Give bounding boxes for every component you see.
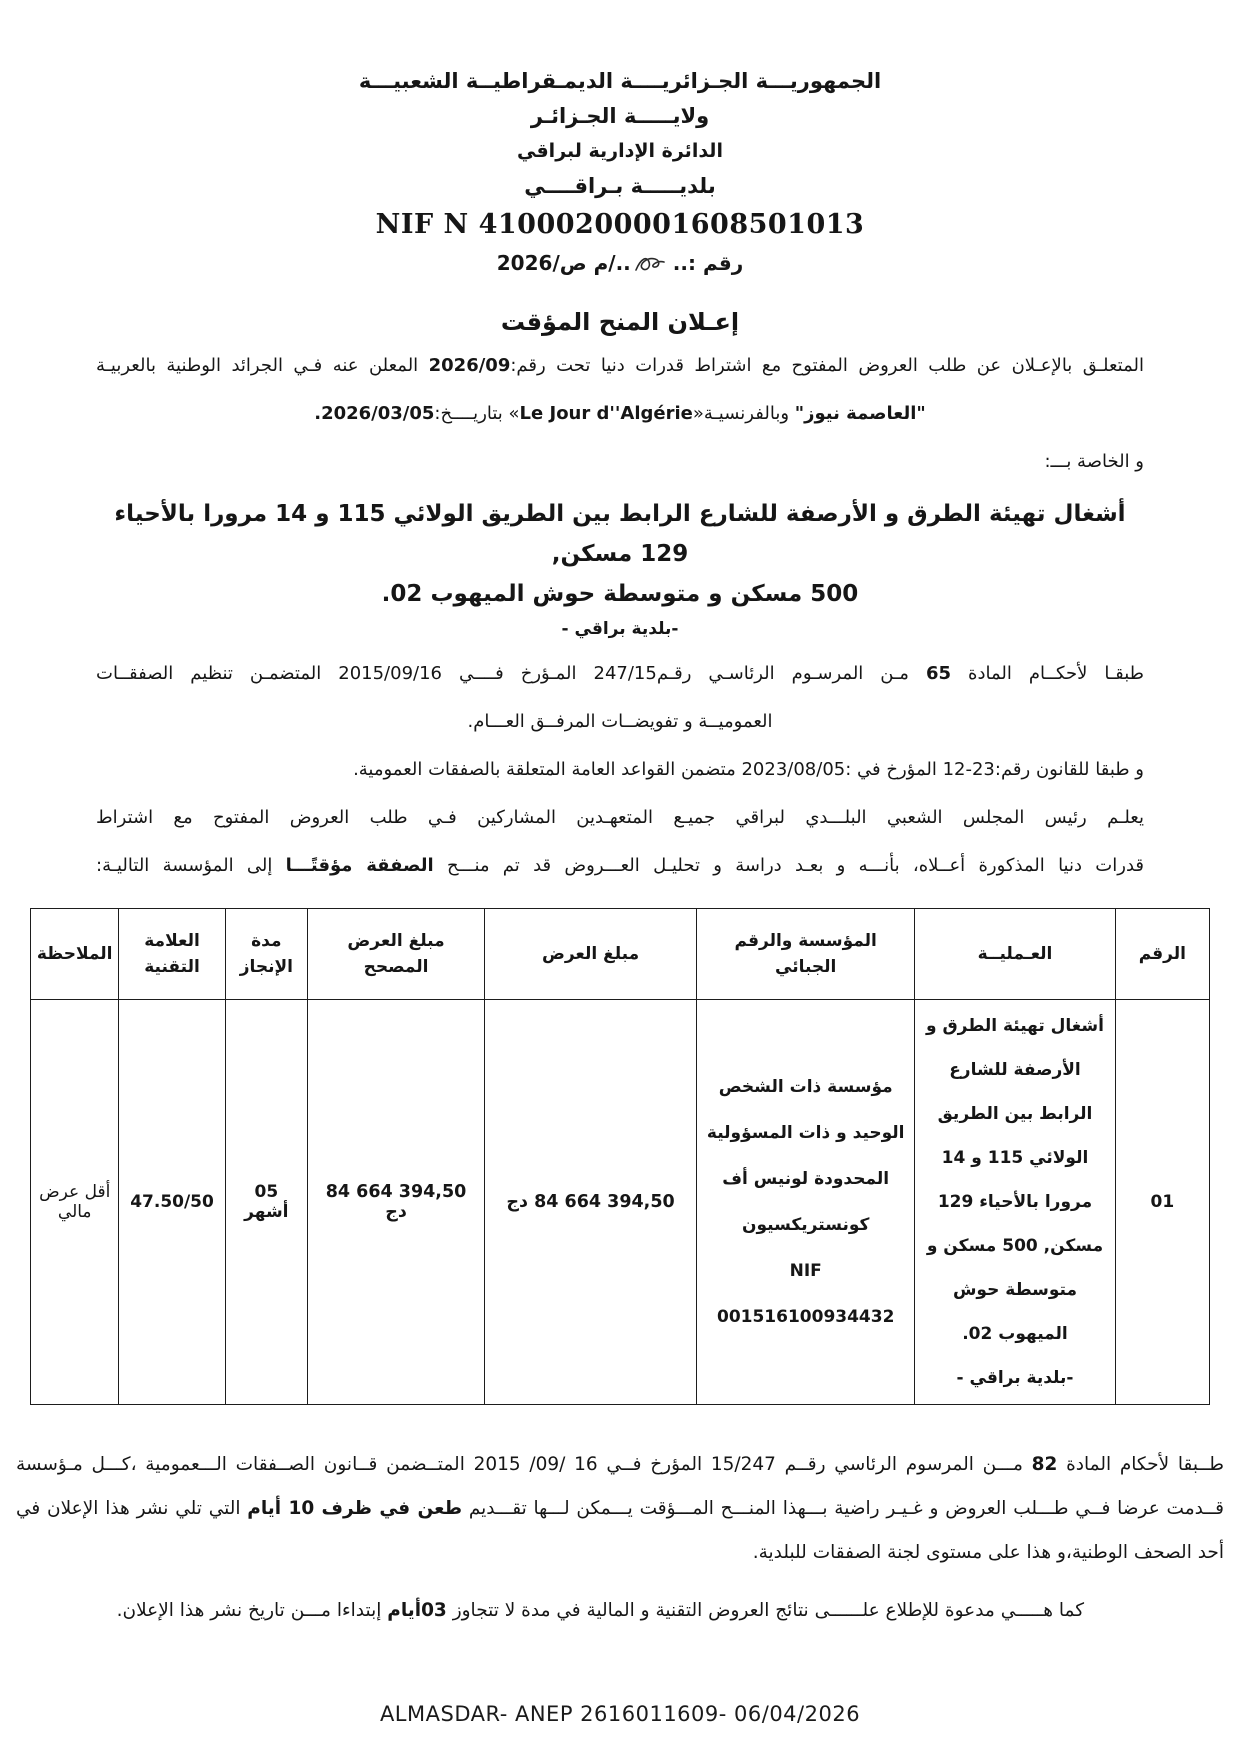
concerning-line: و الخاصة بـــ: (1044, 451, 1144, 472)
corrected-currency: دج (385, 1202, 407, 1222)
announcement-text: قدرات دنيا المذكورة أعــلاه، بأنـــه و بعـد دراسة و تحليـل العـــروض قد تم منـــح (433, 855, 1144, 876)
institution-nif-value: 001516100934432 (716, 1307, 895, 1327)
institution-name: مؤسسة ذات الشخص الوحيد و ذات المسؤولية المحدودة لونيس أف كونستريكسيون (706, 1077, 905, 1235)
operation-location: -بلدية براقي - (956, 1368, 1074, 1388)
decree-65-line1 (96, 650, 1144, 698)
notice-text: كما هـــــي مدعوة للإطلاع علــــــى نتائج العروض التقنية و المالية في مدة لا تتجاوز (446, 1600, 1084, 1621)
col-corrected-amount: مبلغ العرض المصحح (308, 909, 485, 1000)
cell-operation (915, 1000, 1115, 1405)
anep-footer: ALMASDAR- ANEP 2616011609- 06/04/2026 (379, 1702, 861, 1726)
decree-65-line2: العموميــة و تفويضــات المرفــق العـــام. (467, 711, 773, 732)
row-number: 01 (1150, 1192, 1175, 1212)
tender-number: 2026/09 (428, 355, 511, 376)
notice-text-end: إبتداءا مـــن تاريخ نشر هذا الإعلان. (116, 1600, 388, 1621)
article-65: 65 (925, 663, 952, 684)
intro2-mid: وبالفرنسيـة« (692, 403, 795, 424)
appeal-text: طــبقا لأحكام المادة (1057, 1454, 1224, 1475)
project-title-line2: 500 مسكن و متوسطة حوش الميهوب 02. (381, 581, 859, 607)
appeal-text-mid: مـــن المرسوم الرئاسي رقــم 15/247 المؤرخ فــي 16 /09/ 2015 المتــضمن قــانون الصــفقات الـــعمومية ،كـــل مـؤسسة قــدمت عرضا فــي طـــلب العروض و غـيـر راضية بـــهذا المنـــح المـــؤقت يـــمكن لـــها تقـــديم (16, 1454, 1225, 1519)
table-row (31, 1000, 1210, 1405)
handwritten-mark (633, 252, 671, 286)
reference-number-line (96, 246, 1144, 286)
municipality-line: بلديـــــة بـراقــــي (524, 174, 716, 198)
appeal-text-end: التي تلي نشر هذا الإعلان في أحد الصحف الوطنية،و هذا على مستوى لجنة الصفقات للبلدية. (16, 1498, 1224, 1563)
project-title-line1: أشغال تهيئة الطرق و الأرصفة للشارع الرابط بين الطريق الولائي 115 و 14 مرورا بالأحياء 129 مسكن, (114, 501, 1126, 567)
intro-text: المتعلـق بالإعـلان عن طلب العروض المفتوح مع اشتراط قدرات دنيا تحت رقم: (510, 355, 1144, 376)
newspaper-arabic: "العاصمة نيوز" (794, 403, 926, 424)
offer-currency: دج (506, 1192, 528, 1212)
newspaper-french: Le Jour d''Algérie (519, 403, 693, 424)
operation-text: أشغال تهيئة الطرق و الأرصفة للشارع الرابط بين الطريق الولائي 115 و 14 مرورا بالأحياء 129 مسكن, 500 مسكن و متوسطة حوش الميهوب 02. (926, 1016, 1104, 1344)
col-technical-score: العلامة التقنية (119, 909, 225, 1000)
col-operation: العـمليــة (915, 909, 1115, 1000)
institution-nif-label: NIF (789, 1261, 822, 1281)
intro-text-cont: المعلن عنه فـي الجرائد الوطنية بالعربيـة (96, 355, 429, 376)
col-offer-amount: مبلغ العرض (484, 909, 696, 1000)
intro-paragraph-1 (96, 342, 1144, 390)
decree-65-text-cont: مـن المرسـوم الرئاسـي رقـم247/15 المـؤرخ فــــي 2015/09/16 المتضمـن تنظيم الصفقــات (96, 663, 926, 684)
cell-note: أقل عرض مالي (31, 1000, 119, 1405)
results-notice-paragraph (96, 1589, 1144, 1633)
appeal-paragraph (16, 1443, 1224, 1575)
award-table (30, 908, 1210, 1405)
intro-paragraph-2 (96, 390, 1144, 438)
article-82: 82 (1031, 1454, 1058, 1475)
intro2-mid2: » بتاريــــخ: (434, 403, 520, 424)
publication-date: 2026/03/05. (314, 403, 435, 424)
technical-score-value: 47.50/50 (130, 1192, 214, 1212)
announcement-line1: يعلـم رئيس المجلس الشعبي البلـــدي لبراقي جميـع المتعهـدين المشاركين فـي طلب العروض المفتوح مع اشتراط (96, 807, 1144, 828)
col-number: الرقم (1115, 909, 1209, 1000)
cell-institution (697, 1000, 915, 1405)
announcement-line2 (96, 842, 1144, 890)
law-23-12-line: و طبقا للقانون رقم:23-12 المؤرخ في :2023/08/05 متضمن القواعد العامة المتعلقة بالصفقات العمومية. (353, 759, 1144, 780)
document-title: إعـلان المنح المؤقت (500, 308, 740, 336)
table-header-row (31, 909, 1210, 1000)
republic-title: الجمهوريـــة الجـزائريــــة الديمـقراطيــة الشعبيـــة (358, 69, 882, 93)
offer-amount-value: 84 664 394,50 (534, 1192, 675, 1212)
col-duration: مدة الإنجاز (225, 909, 308, 1000)
corrected-amount-value: 84 664 394,50 (325, 1182, 467, 1202)
reference-suffix: ../م ص/2026 (496, 251, 631, 275)
cell-corrected-amount (308, 1000, 485, 1405)
project-municipality: -بلدية براقي - (561, 619, 679, 639)
letterhead (96, 64, 1144, 286)
district-line: الدائرة الإدارية لبراقي (517, 140, 723, 162)
col-institution: المؤسسة والرقم الجبائي (697, 909, 915, 1000)
cell-offer-amount (484, 1000, 696, 1405)
appeal-deadline-phrase: طعن في ظرف 10 أيام (247, 1498, 463, 1519)
decree-65-text: طبقـا لأحكــام المادة (951, 663, 1144, 684)
col-note: الملاحظة (31, 909, 119, 1000)
cell-technical-score (119, 1000, 225, 1405)
notice-days: 03أيام (387, 1600, 447, 1621)
provisional-award-phrase: الصفقة مؤقتًـــا (285, 855, 434, 876)
cell-duration: 05 أشهر (225, 1000, 308, 1405)
cell-number (1115, 1000, 1209, 1405)
wilaya-line: ولايـــــة الجـزائـر (530, 104, 710, 128)
reference-prefix: رقم :.. (672, 251, 744, 275)
announcement-text-cont: إلى المؤسسة التاليـة: (96, 855, 286, 876)
nif-number: NIF N 41000200001608501013 (375, 209, 865, 240)
